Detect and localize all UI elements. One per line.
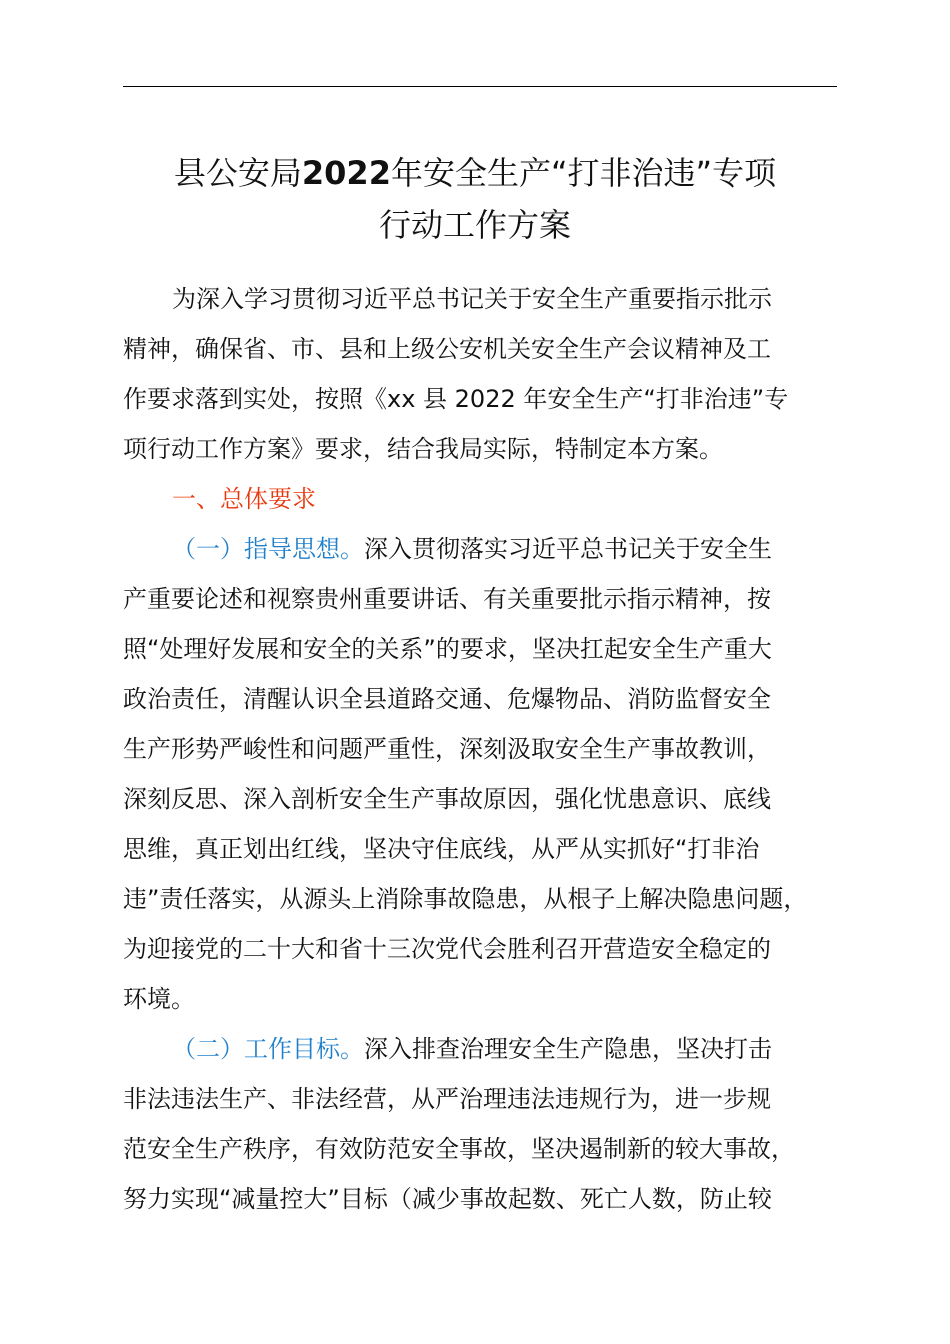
- para2-label: （二）工作目标。: [172, 1035, 364, 1063]
- para1-line: 照“处理好发展和安全的关系”的要求，坚决扛起安全生产重大: [123, 635, 772, 663]
- para1-line: 思维，真正划出红线，坚决守住底线，从严从实抓好“打非治: [123, 835, 760, 863]
- title-part-a: 县公安局: [173, 154, 302, 192]
- intro-line: 精神，确保省、市、县和上级公安机关安全生产会议精神及工: [123, 335, 771, 363]
- para2-line: 努力实现“减量控大”目标（减少事故起数、死亡人数，防止较: [123, 1185, 772, 1213]
- document-title-line-2: 行动工作方案: [378, 206, 571, 244]
- intro-line: 作要求落到实处，按照《xx 县 2022 年安全生产“打非治违”专: [123, 385, 789, 413]
- para1-line: 政治责任，清醒认识全县道路交通、危爆物品、消防监督安全: [123, 685, 771, 713]
- para1-line: 环境。: [123, 985, 195, 1013]
- intro-line: 为深入学习贯彻习近平总书记关于安全生产重要指示批示: [172, 285, 772, 313]
- title-part-b: 年安全生产“打非治违”专项: [390, 154, 777, 192]
- title-year: 2022: [301, 154, 391, 192]
- para1-line: 违”责任落实，从源头上消除事故隐患，从根子上解决隐患问题，: [123, 885, 808, 913]
- para2-line: 非法违法生产、非法经营，从严治理违法违规行为，进一步规: [123, 1085, 771, 1113]
- document-title-line-1: [80, 149, 870, 197]
- para1-first-text: 深入贯彻落实习近平总书记关于安全生: [364, 535, 772, 563]
- para1-line: 生产形势严峻性和问题严重性，深刻汲取安全生产事故教训，: [123, 735, 771, 763]
- para1-line: 产重要论述和视察贵州重要讲话、有关重要批示指示精神，按: [123, 585, 771, 613]
- para1-first-line: [123, 524, 863, 574]
- para1-line: 深刻反思、深入剖析安全生产事故原因，强化忧患意识、底线: [123, 785, 771, 813]
- para2-line: 范安全生产秩序，有效防范安全事故，坚决遏制新的较大事故，: [123, 1135, 795, 1163]
- intro-line: 项行动工作方案》要求，结合我局实际，特制定本方案。: [123, 435, 723, 463]
- document-body: [123, 274, 863, 1224]
- para2-first-line: [123, 1024, 863, 1074]
- para1-line: 为迎接党的二十大和省十三次党代会胜利召开营造安全稳定的: [123, 935, 771, 963]
- para1-label: （一）指导思想。: [172, 535, 364, 563]
- section-heading: 一、总体要求: [172, 485, 316, 513]
- para2-first-text: 深入排查治理安全生产隐患，坚决打击: [364, 1035, 772, 1063]
- header-rule: [123, 86, 837, 87]
